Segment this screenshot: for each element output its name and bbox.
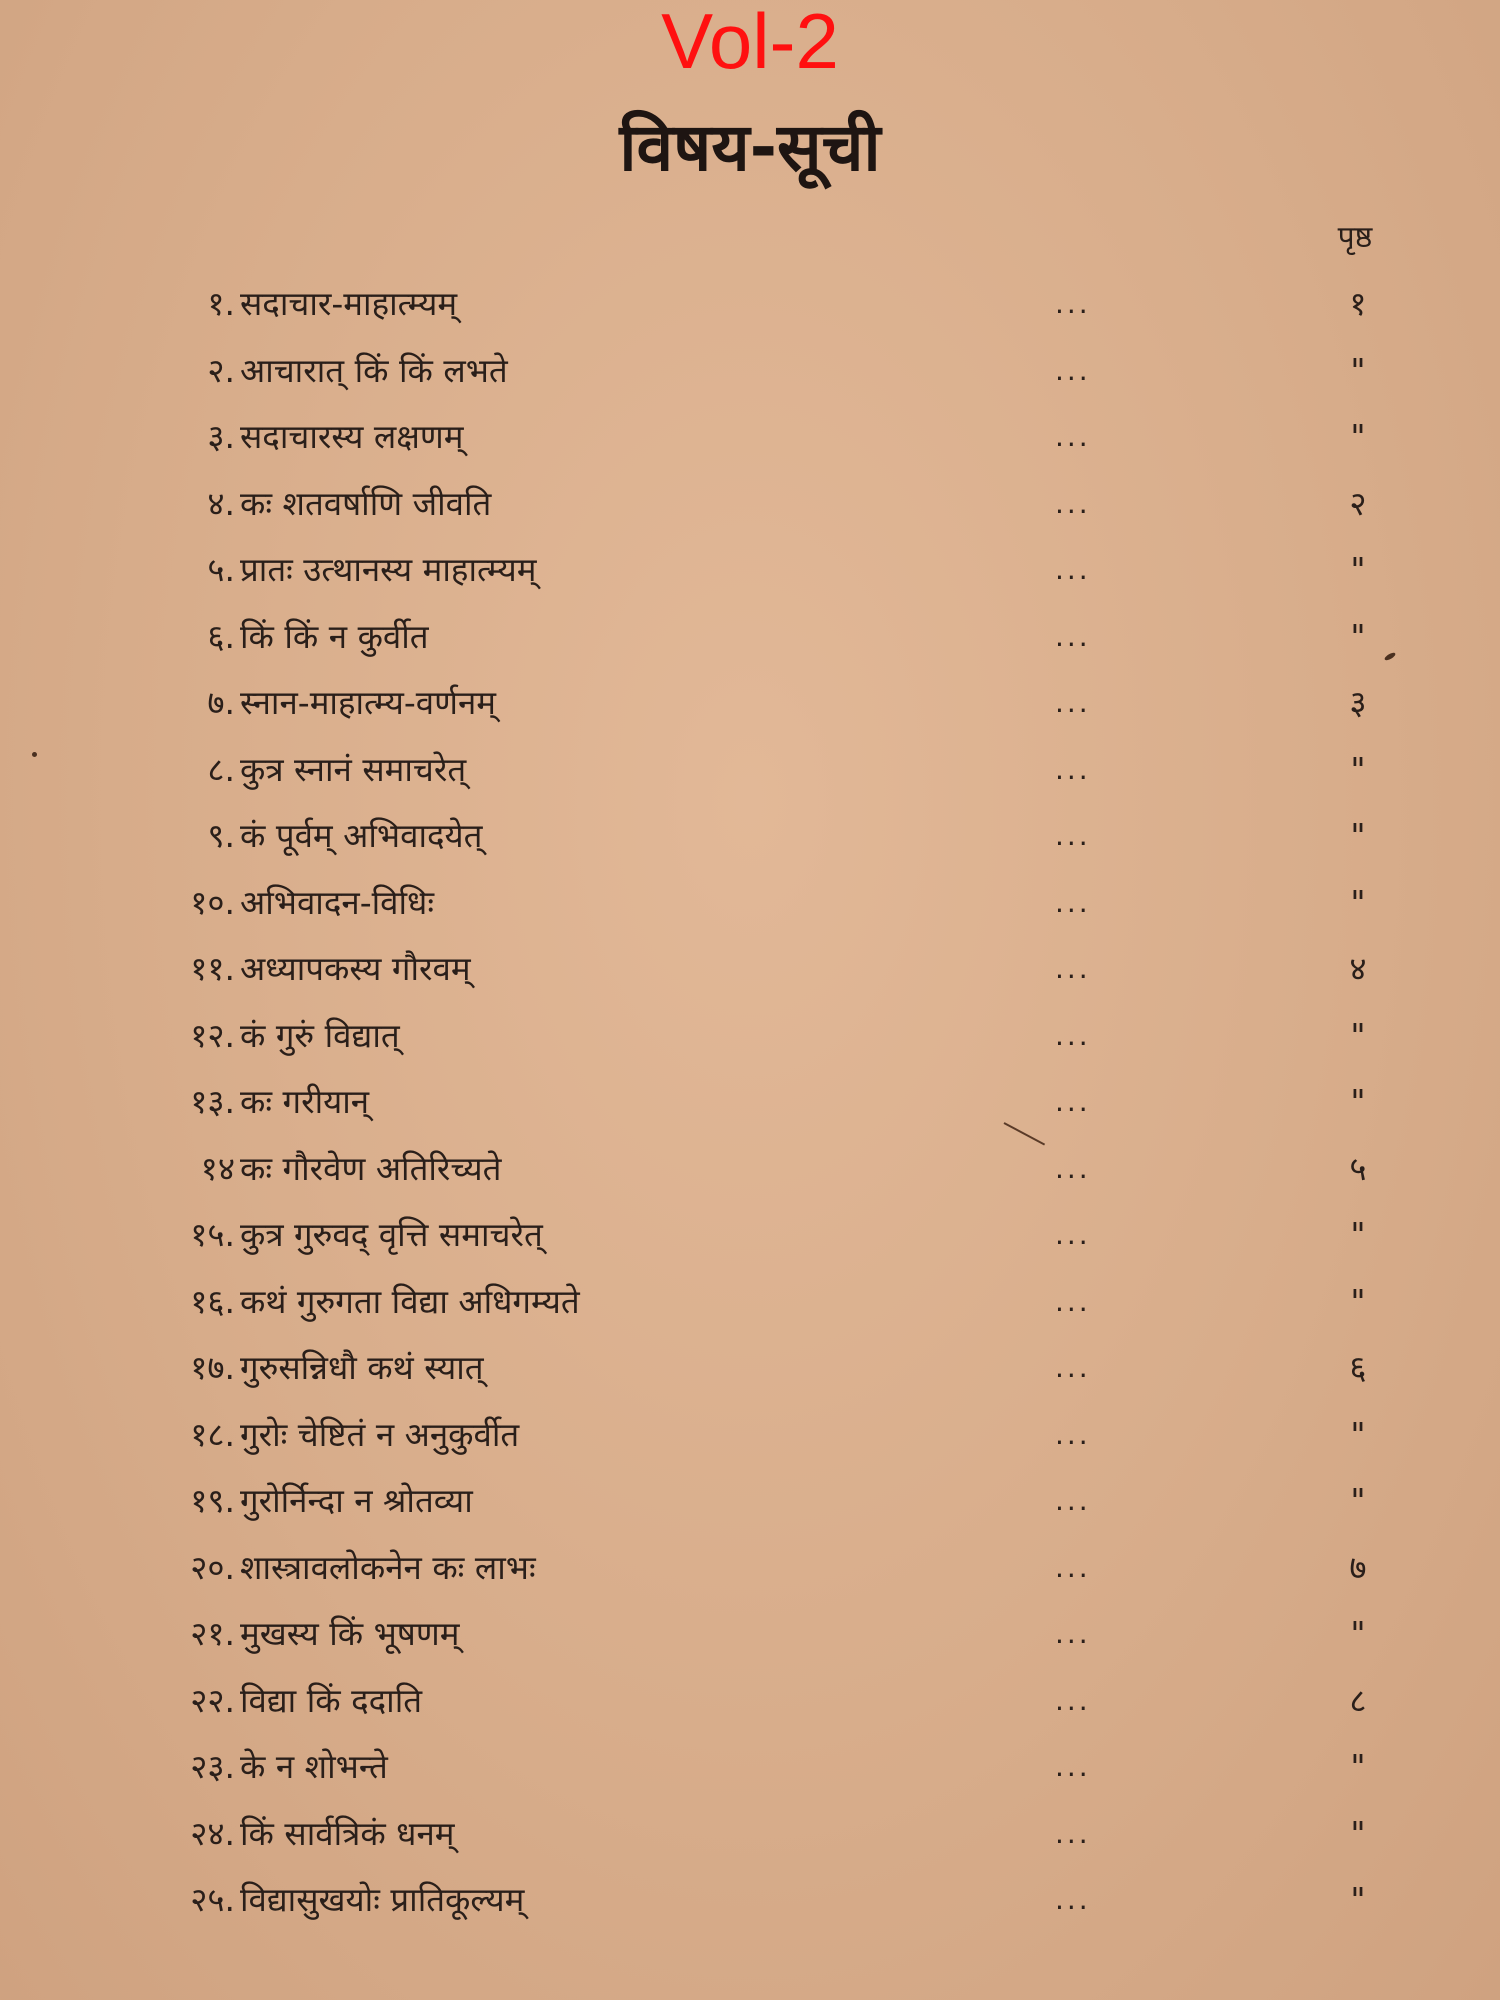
toc-entry-page: ५ — [1349, 1148, 1367, 1188]
toc-entry-number: १२. — [190, 1015, 235, 1055]
toc-entry-number: ४. — [207, 483, 235, 523]
toc-entry-title: किं किं न कुर्वीत — [240, 616, 429, 656]
toc-entry-page: " — [1350, 1481, 1366, 1520]
toc-entry-title: मुखस्य किं भूषणम् — [240, 1614, 460, 1653]
toc-leader-dots: ... — [1055, 1617, 1091, 1650]
toc-entry — [0, 1401, 1500, 1468]
toc-entry — [0, 802, 1500, 869]
toc-entry-page: " — [1350, 749, 1366, 789]
toc-leader-dots: ... — [1055, 1018, 1091, 1052]
toc-entry — [0, 1534, 1500, 1601]
toc-entry-number: २३. — [190, 1747, 235, 1786]
toc-entry-page: " — [1350, 1880, 1366, 1919]
toc-entry-page: " — [1350, 1015, 1366, 1055]
toc-leader-dots: ... — [1055, 1816, 1091, 1850]
toc-entry — [0, 536, 1500, 603]
toc-entry-title: कथं गुरुगता विद्या अधिगम्यते — [240, 1281, 580, 1321]
toc-entry-title: कं गुरुं विद्यात् — [240, 1015, 400, 1055]
ink-speck — [32, 752, 37, 757]
toc-entry-number: १. — [207, 284, 235, 323]
toc-entry — [0, 869, 1500, 936]
volume-label: Vol-2 — [661, 0, 839, 85]
toc-entry-title: कुत्र गुरुवद् वृत्ति समाचरेत् — [240, 1215, 543, 1254]
toc-leader-dots: ... — [1055, 819, 1091, 852]
toc-entry-title: के न शोभन्ते — [240, 1747, 388, 1786]
toc-entry-page: " — [1350, 1281, 1366, 1321]
toc-entry — [0, 1268, 1500, 1335]
toc-entry — [0, 1334, 1500, 1401]
toc-entry-page: " — [1350, 1747, 1366, 1786]
toc-entry-number: १९. — [190, 1481, 235, 1520]
toc-entry-number: ९. — [207, 816, 235, 855]
toc-leader-dots: ... — [1055, 1683, 1091, 1717]
toc-entry-number: १४ — [200, 1148, 235, 1188]
toc-entry-title: कः गौरवेण अतिरिच्यते — [240, 1148, 502, 1188]
toc-entry — [0, 1600, 1500, 1667]
toc-entry-title: सदाचारस्य लक्षणम् — [240, 417, 464, 456]
toc-entry — [0, 1068, 1500, 1135]
toc-entry-title: आचारात् किं किं लभते — [240, 350, 508, 390]
toc-leader-dots: ... — [1055, 420, 1091, 453]
toc-entry-page: " — [1350, 882, 1366, 922]
toc-leader-dots: ... — [1055, 1151, 1091, 1185]
toc-entry — [0, 603, 1500, 670]
toc-entry-title: अध्यापकस्य गौरवम् — [240, 949, 471, 988]
toc-entry-page: " — [1350, 1614, 1366, 1653]
toc-entry — [0, 337, 1500, 404]
toc-leader-dots: ... — [1055, 952, 1091, 985]
toc-leader-dots: ... — [1055, 486, 1091, 520]
toc-leader-dots: ... — [1055, 1484, 1091, 1517]
toc-leader-dots: ... — [1055, 752, 1091, 786]
toc-entry-number: १०. — [190, 882, 235, 922]
toc-entry-number: ६. — [207, 616, 235, 656]
table-of-contents — [0, 270, 1500, 1933]
toc-leader-dots: ... — [1055, 1883, 1091, 1916]
toc-entry-page: " — [1350, 417, 1366, 456]
toc-entry-page: " — [1350, 550, 1366, 589]
toc-leader-dots: ... — [1055, 686, 1091, 719]
toc-leader-dots: ... — [1055, 1750, 1091, 1783]
toc-leader-dots: ... — [1055, 1218, 1091, 1251]
toc-entry-title: कं पूर्वम् अभिवादयेत् — [240, 816, 483, 855]
toc-entry-page: ८ — [1349, 1680, 1367, 1720]
toc-entry-number: २. — [207, 350, 235, 390]
toc-leader-dots: ... — [1055, 353, 1091, 387]
toc-entry — [0, 935, 1500, 1002]
toc-entry — [0, 1467, 1500, 1534]
toc-entry — [0, 1800, 1500, 1867]
toc-entry-number: ११. — [190, 949, 235, 988]
toc-leader-dots: ... — [1055, 619, 1091, 653]
toc-entry-page: " — [1350, 350, 1366, 390]
toc-entry — [0, 1201, 1500, 1268]
toc-entry — [0, 1733, 1500, 1800]
toc-entry-number: ७. — [207, 683, 235, 722]
toc-entry-number: २१. — [190, 1614, 235, 1653]
toc-entry-number: २२. — [190, 1680, 235, 1720]
toc-entry-page: " — [1350, 816, 1366, 855]
toc-entry-number: २०. — [190, 1547, 235, 1587]
toc-entry-page: ३ — [1349, 683, 1367, 722]
toc-entry — [0, 403, 1500, 470]
toc-entry-page: " — [1350, 1414, 1366, 1454]
toc-entry — [0, 736, 1500, 803]
toc-entry-title: गुरोर्निन्दा न श्रोतव्या — [240, 1481, 473, 1520]
toc-entry-page: २ — [1349, 483, 1367, 523]
toc-entry-title: विद्यासुखयोः प्रातिकूल्यम् — [240, 1880, 525, 1919]
toc-entry-page: " — [1350, 616, 1366, 656]
toc-entry-title: कः शतवर्षाणि जीवति — [240, 483, 492, 523]
toc-entry-page: १ — [1349, 284, 1367, 323]
toc-entry-number: ३. — [207, 417, 235, 456]
toc-entry — [0, 1002, 1500, 1069]
toc-entry-number: १६. — [190, 1281, 235, 1321]
toc-entry-page: " — [1350, 1813, 1366, 1853]
toc-leader-dots: ... — [1055, 553, 1091, 586]
toc-entry-title: कुत्र स्नानं समाचरेत् — [240, 749, 467, 789]
toc-entry-title: शास्त्रावलोकनेन कः लाभः — [240, 1547, 536, 1587]
toc-entry-number: १५. — [190, 1215, 235, 1254]
toc-entry — [0, 470, 1500, 537]
toc-entry-page: ४ — [1349, 949, 1367, 988]
toc-leader-dots: ... — [1055, 1085, 1091, 1118]
toc-entry-title: गुरोः चेष्टितं न अनुकुर्वीत — [240, 1414, 520, 1454]
toc-leader-dots: ... — [1055, 1550, 1091, 1584]
toc-entry-number: १७. — [190, 1348, 235, 1387]
toc-entry-number: ८. — [207, 749, 235, 789]
toc-entry — [0, 669, 1500, 736]
toc-entry-title: विद्या किं ददाति — [240, 1680, 423, 1720]
toc-entry-title: अभिवादन-विधिः — [240, 882, 435, 922]
toc-leader-dots: ... — [1055, 885, 1091, 919]
toc-entry-page: " — [1350, 1215, 1366, 1254]
toc-leader-dots: ... — [1055, 1284, 1091, 1318]
toc-leader-dots: ... — [1055, 287, 1091, 320]
toc-entry-title: स्नान-माहात्म्य-वर्णनम् — [240, 683, 497, 722]
toc-entry-title: प्रातः उत्थानस्य माहात्म्यम् — [240, 550, 537, 589]
toc-entry-number: २४. — [190, 1813, 235, 1853]
toc-leader-dots: ... — [1055, 1351, 1091, 1384]
toc-entry — [0, 1667, 1500, 1734]
toc-entry-number: १८. — [190, 1414, 235, 1454]
toc-entry — [0, 1866, 1500, 1933]
toc-entry-page: ६ — [1349, 1348, 1367, 1387]
toc-entry-number: ५. — [207, 550, 235, 589]
toc-entry-number: २५. — [190, 1880, 235, 1919]
toc-entry-title: सदाचार-माहात्म्यम् — [240, 284, 458, 323]
toc-entry — [0, 1135, 1500, 1202]
toc-entry-title: कः गरीयान् — [240, 1082, 370, 1121]
toc-entry-title: किं सार्वत्रिकं धनम् — [240, 1813, 455, 1853]
page-column-header: पृष्ठ — [1337, 220, 1373, 255]
toc-entry-number: १३. — [190, 1082, 235, 1121]
toc-entry-page: " — [1350, 1082, 1366, 1121]
toc-leader-dots: ... — [1055, 1417, 1091, 1451]
page-title: विषय-सूची — [619, 109, 881, 186]
toc-entry — [0, 270, 1500, 337]
toc-entry-page: ७ — [1349, 1547, 1367, 1587]
toc-entry-title: गुरुसन्निधौ कथं स्यात् — [240, 1348, 484, 1387]
